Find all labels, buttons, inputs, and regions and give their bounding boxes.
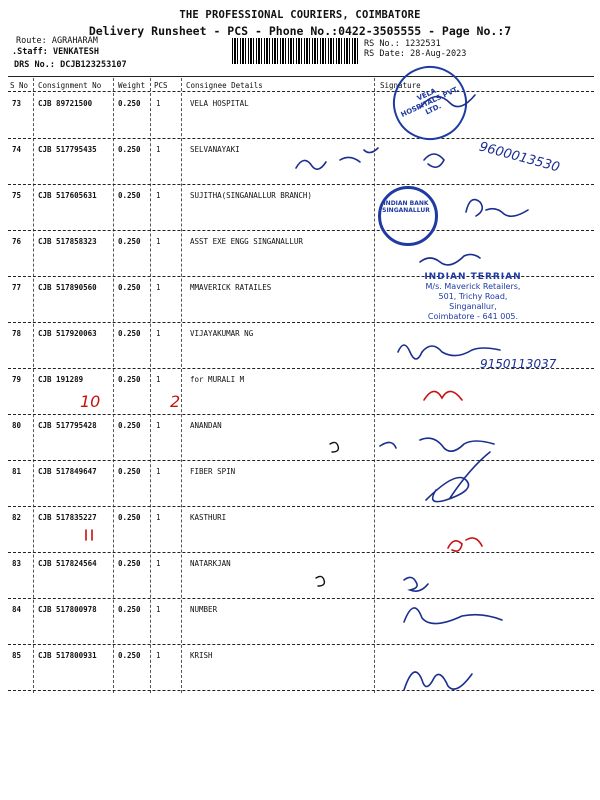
- handwritten-mark-79-left: 10: [80, 392, 101, 411]
- row-pcs: 1: [156, 375, 161, 384]
- row-sno: 80: [12, 421, 22, 430]
- signature-76: [420, 254, 480, 265]
- col-weight: Weight: [118, 81, 146, 90]
- row-consignment: CJB 517800978: [38, 605, 97, 614]
- signature-84: [404, 608, 502, 624]
- signature-83: [404, 577, 428, 591]
- row-consignee: NATARKJAN: [190, 559, 231, 568]
- runsheet-subtitle: Delivery Runsheet - PCS - Phone No.:0422-3505555 - Page No.:7: [88, 24, 512, 38]
- row-weight: 0.250: [118, 329, 141, 338]
- row-consignment: CJB 517824564: [38, 559, 97, 568]
- row-weight: 0.250: [118, 145, 141, 154]
- row-pcs: 1: [156, 283, 161, 292]
- row-sno: 84: [12, 605, 22, 614]
- route-line: Route: AGRAHARAM: [16, 36, 98, 46]
- row-consignee: SUJITHA(SINGANALLUR BRANCH): [190, 191, 312, 200]
- col-signature: Signature: [380, 81, 421, 90]
- row-sno: 76: [12, 237, 22, 246]
- row-weight: 0.250: [118, 605, 141, 614]
- mark-79-red: [424, 391, 462, 400]
- drs-value: DCJB123253107: [60, 60, 127, 70]
- signature-73: [420, 95, 475, 108]
- signature-78: [398, 345, 500, 359]
- row-sno: 77: [12, 283, 22, 292]
- row-consignee: SELVANAYAKI: [190, 145, 240, 154]
- row-consignee: VIJAYAKUMAR NG: [190, 329, 254, 338]
- company-title: THE PROFESSIONAL COURIERS, COIMBATORE: [179, 9, 421, 21]
- row-consignment: CJB 191289: [38, 375, 84, 384]
- row-weight: 0.250: [118, 421, 141, 430]
- row-weight: 0.250: [118, 651, 141, 660]
- row-consignment: CJB 89721500: [38, 99, 93, 108]
- row-pcs: 1: [156, 651, 161, 660]
- row-sno: 79: [12, 375, 22, 384]
- col-consignment: Consignment No: [38, 81, 102, 90]
- row-pcs: 1: [156, 329, 161, 338]
- row-consignee: VELA HOSPITAL: [190, 99, 249, 108]
- staff-line: .Staff: VENKATESH: [12, 47, 100, 57]
- row-pcs: 1: [156, 237, 161, 246]
- bank-stamp-text: INDIAN BANK SINGANALLUR: [382, 200, 430, 214]
- signature-74-b: [424, 154, 444, 167]
- rs-date-value: 28-Aug-2023: [410, 49, 467, 59]
- mark-83: [316, 576, 324, 586]
- col-sno: S No: [10, 81, 29, 90]
- signature-75: [466, 200, 528, 217]
- row-consignee: MMAVERICK RATAILES: [190, 283, 272, 292]
- row-pcs: 1: [156, 145, 161, 154]
- staff-value: VENKATESH: [52, 47, 100, 57]
- row-consignment: CJB 517795435: [38, 145, 97, 154]
- row-consignment: CJB 517800931: [38, 651, 97, 660]
- row-pcs: 1: [156, 559, 161, 568]
- row-sno: 74: [12, 145, 22, 154]
- rs-date-line: RS Date: 28-Aug-2023: [364, 49, 467, 59]
- row-consignee: ANANDAN: [190, 421, 222, 430]
- rs-no-line: RS No.: 1232531: [364, 39, 441, 49]
- row-weight: 0.250: [118, 237, 141, 246]
- row-consignee: KASTHURI: [190, 513, 227, 522]
- row-sno: 73: [12, 99, 22, 108]
- row-pcs: 1: [156, 191, 161, 200]
- route-value: AGRAHARAM: [51, 36, 98, 46]
- row-sno: 78: [12, 329, 22, 338]
- row-weight: 0.250: [118, 467, 141, 476]
- row-weight: 0.250: [118, 375, 141, 384]
- handwritten-mark-79-mid: 2: [170, 392, 181, 411]
- row-consignee: for MURALI M: [190, 375, 245, 384]
- row-pcs: 1: [156, 513, 161, 522]
- signature-74-a: [296, 148, 378, 169]
- row-pcs: 1: [156, 467, 161, 476]
- row-consignment: CJB 517605631: [38, 191, 97, 200]
- signature-81: [426, 452, 490, 502]
- mark-80: [330, 442, 338, 452]
- signature-80: [380, 438, 494, 451]
- row-sno: 85: [12, 651, 22, 660]
- row-consignee: NUMBER: [190, 605, 218, 614]
- row-consignee: FIBER SPIN: [190, 467, 236, 476]
- col-pcs: PCS: [154, 81, 168, 90]
- mark-82-red: [448, 538, 482, 551]
- signature-85: [404, 672, 472, 690]
- row-sno: 82: [12, 513, 22, 522]
- row-pcs: 1: [156, 605, 161, 614]
- row-consignment: CJB 517849647: [38, 467, 97, 476]
- row-consignment: CJB 517890560: [38, 283, 97, 292]
- row-weight: 0.250: [118, 191, 141, 200]
- retailer-stamp: INDIAN TERRIAN M/s. Maverick Retailers, 501, Trichy Road, Singanallur, Coimbatore - 641 005.: [424, 272, 522, 321]
- rs-no-value: 1232531: [404, 39, 441, 49]
- row-consignment: CJB 517835227: [38, 513, 97, 522]
- row-sno: 83: [12, 559, 22, 568]
- row-weight: 0.250: [118, 559, 141, 568]
- handwritten-phone-74: 9600013530: [477, 139, 562, 176]
- row-pcs: 1: [156, 421, 161, 430]
- col-consignee: Consignee Details: [186, 81, 263, 90]
- row-weight: 0.250: [118, 99, 141, 108]
- drs-line: DRS No.: DCJB123253107: [14, 60, 127, 70]
- row-sno: 75: [12, 191, 22, 200]
- hospital-stamp-text: VELA HOSPITALS PVT. LTD.: [399, 85, 461, 119]
- row-sno: 81: [12, 467, 22, 476]
- row-weight: 0.250: [118, 513, 141, 522]
- row-consignee: KRISH: [190, 651, 213, 660]
- row-consignee: ASST EXE ENGG SINGANALLUR: [190, 237, 303, 246]
- row-weight: 0.250: [118, 283, 141, 292]
- row-pcs: 1: [156, 99, 161, 108]
- handwritten-phone-78: 9150113037: [480, 357, 557, 371]
- row-consignment: CJB 517920063: [38, 329, 97, 338]
- row-consignment: CJB 517858323: [38, 237, 97, 246]
- row-consignment: CJB 517795428: [38, 421, 97, 430]
- mark-82-left-red: [86, 530, 92, 540]
